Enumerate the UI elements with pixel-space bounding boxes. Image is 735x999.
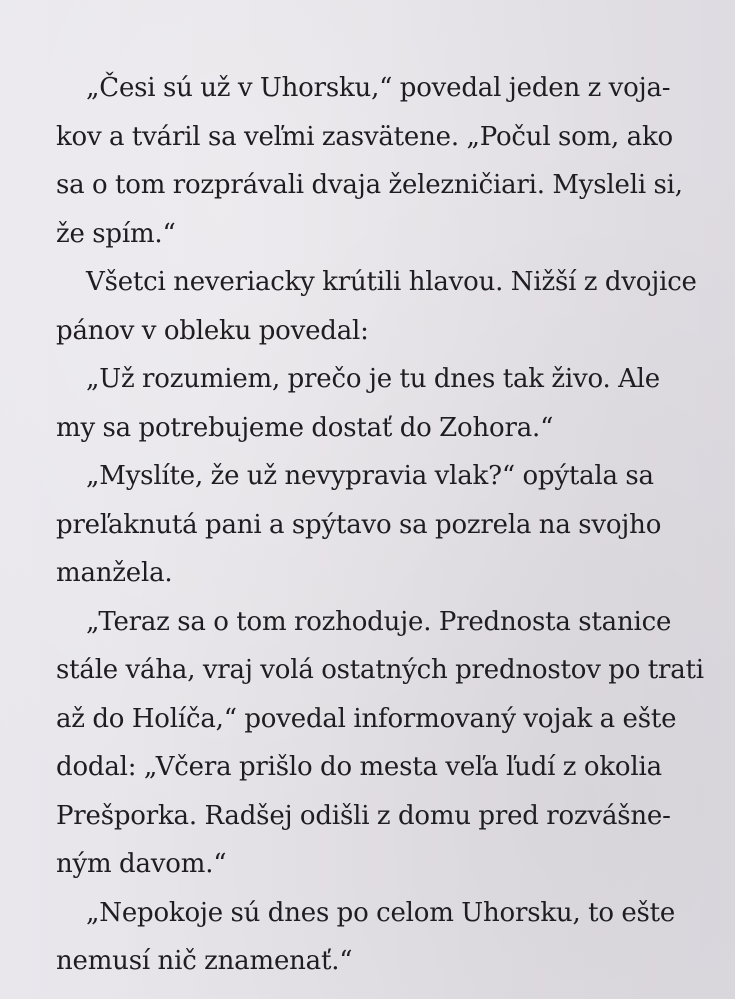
text-line: že spím.“ — [56, 218, 176, 249]
text-line: manžela. — [56, 558, 173, 588]
text-line: „Nepokoje sú dnes po celom Uhorsku, to ešte — [86, 897, 676, 928]
text-line: Prešporka. Radšej odišli z domu pred rozvášne- — [56, 800, 671, 831]
text-line: „Myslíte, že už nevypravia vlak?“ opýtala sa — [86, 461, 654, 491]
text-line: dodal: „Včera prišlo do mesta veľa ľudí z okolia — [56, 752, 662, 782]
text-line: ným davom.“ — [56, 849, 227, 879]
text-line: kov a tváril sa veľmi zasvätene. „Počul som, ako — [56, 121, 673, 152]
text-line: nemusí nič znamenať.“ — [56, 946, 353, 976]
text-line: preľaknutá pani a spýtavo sa pozrela na svojho — [56, 509, 662, 540]
text-line: „Česi sú už v Uhorsku,“ povedal jeden z voja- — [86, 73, 671, 103]
body-text — [56, 64, 704, 986]
text-line: my sa potrebujeme dostať do Zohora.“ — [56, 412, 554, 443]
text-line: až do Holíča,“ povedal informovaný vojak a ešte — [56, 703, 677, 734]
text-line: sa o tom rozprávali dvaja železničiari. Mysleli si, — [56, 170, 683, 200]
text-line: „Už rozumiem, prečo je tu dnes tak živo. Ale — [86, 364, 660, 394]
text-line: Všetci neveriacky krútili hlavou. Nižší z dvojice — [86, 267, 697, 297]
text-line: „Teraz sa o tom rozhoduje. Prednosta stanice — [86, 606, 672, 637]
text-line: pánov v obleku povedal: — [56, 315, 369, 346]
text-line: stále váha, vraj volá ostatných prednostov po trati — [56, 655, 704, 685]
